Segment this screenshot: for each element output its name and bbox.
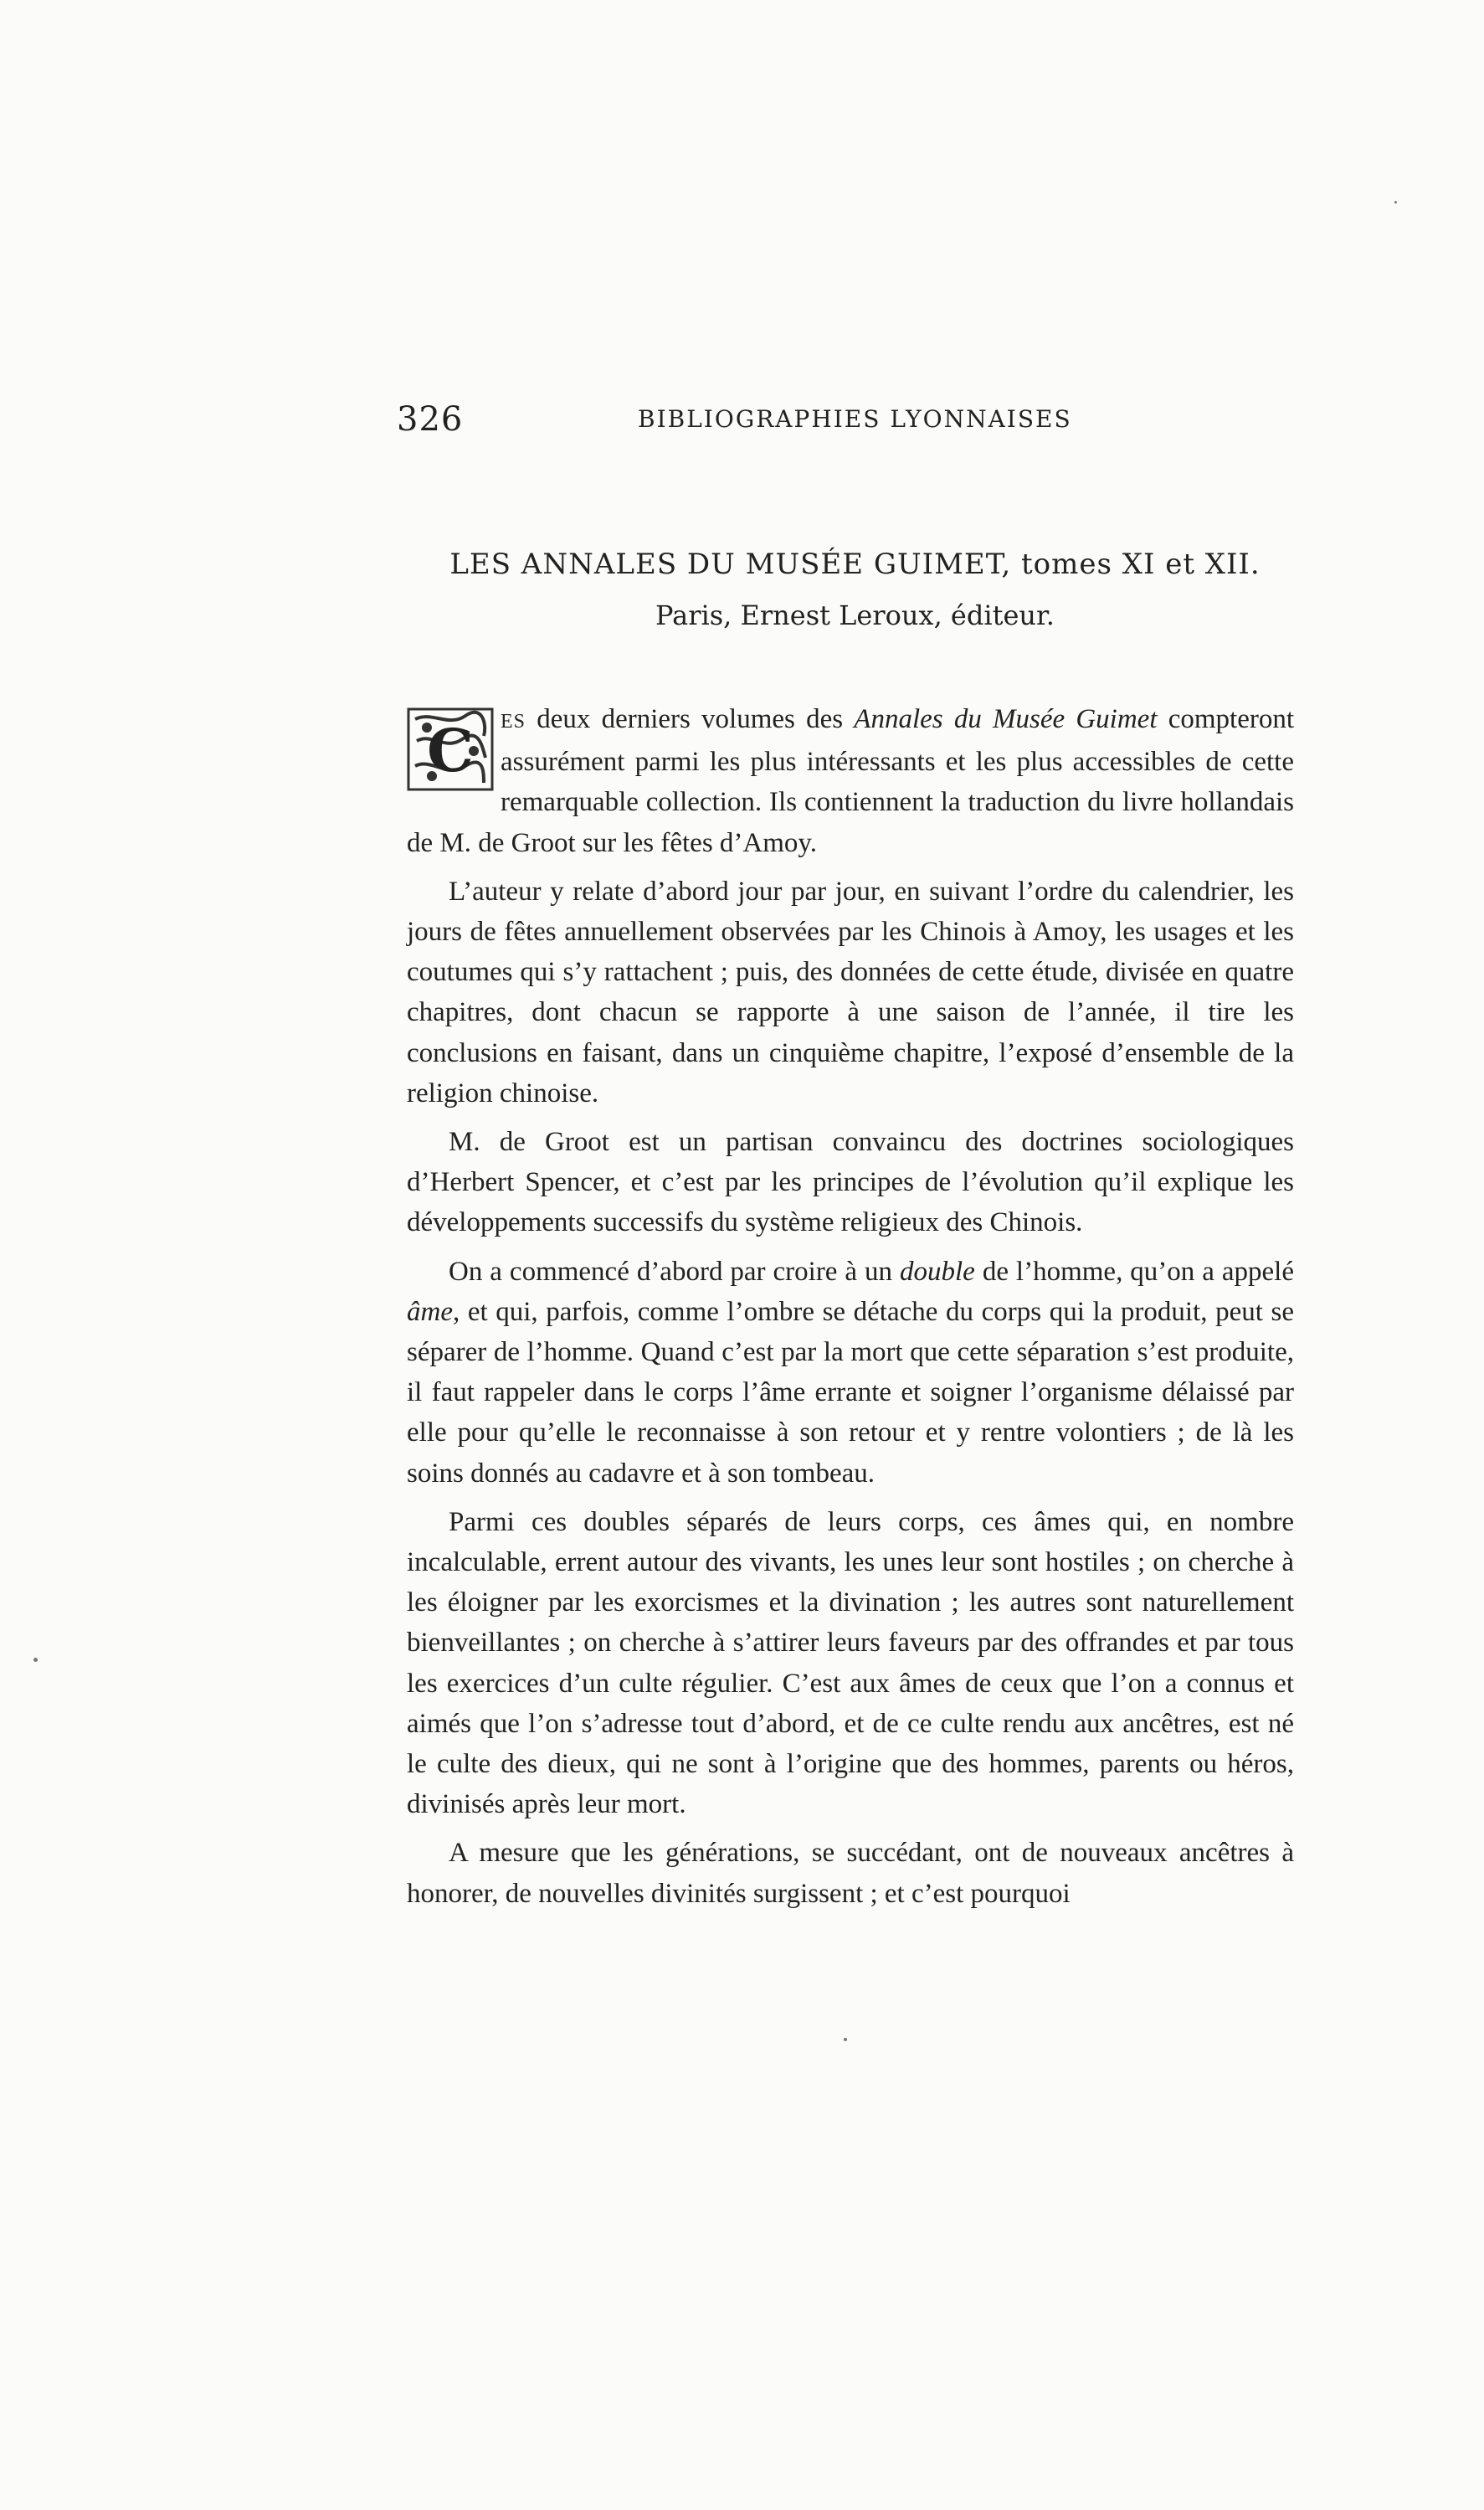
paragraph-6: A mesure que les générations, se succédant, ont de nouveaux ancêtres à honorer, de nouvelles divinités surgissent ; et c’est pourquoi: [407, 1838, 1294, 1909]
article-title: LES ANNALES DU MUSÉE GUIMET, tomes XI et XII.: [449, 548, 1261, 581]
ornamental-dropcap-icon: [407, 707, 494, 791]
paragraph-5: Parmi ces doubles séparés de leurs corps, ces âmes qui, en nombre incalculable, errent autour des vivants, les unes leur sont hostiles ; on cherche à les éloigner par les exorcismes et la divination ; les autres sont naturellement bienveillantes ; on cherche à s’attirer leurs faveurs par des offrandes et par tous les exercices d’un culte régulier. C’est aux âmes de ceux que l’on a connus et aimés que l’on s’adresse tout d’abord, et de ce culte rendu aux ancêtres, est né le culte des dieux, qui ne sont à l’origine que des hommes, parents ou héros, divinisés après leur mort.: [407, 1506, 1294, 1820]
paragraph-2: L’auteur y relate d’abord jour par jour, en suivant l’ordre du calendrier, les jours de fêtes annuellement observées par les Chinois à Amoy, les usages et les coutumes qui s’y rattachent ; puis, des données de cette étude, divisée en quatre chapitres, dont chacun se rapporte à une saison de l’année, il tire les conclusions en faisant, dans un cinquième chapitre, l’exposé d’ensemble de la religion chinoise.: [407, 876, 1294, 1108]
paragraph-1: C ES deux derniers volumes des Annales du Musée Guimet compteront assurément parmi les plus intéressants et les plus accessibles de cette remarquable collection. Ils contiennent la traduction du livre hollandais de M. de Groot sur les fêtes d’Amoy.: [407, 704, 1294, 858]
scan-speck: [33, 1658, 38, 1662]
paragraph-4: On a commencé d’abord par croire à un double de l’homme, qu’on a appelé âme, et qui, parfois, comme l’ombre se détache du corps qui la produit, peut se séparer de l’homme. Quand c’est par la mort que cette séparation s’est produite, il faut rappeler dans le corps l’âme errante et soigner l’organisme délaissé par elle pour qu’elle le reconnaisse à son retour et y rentre volontiers ; de là les soins donnés au cadavre et à son tombeau.: [407, 1256, 1294, 1489]
running-head: [397, 400, 1313, 450]
article-subtitle: Paris, Ernest Leroux, éditeur.: [655, 599, 1055, 631]
svg-text:C: C: [427, 716, 474, 785]
page-number: 326: [397, 400, 464, 439]
scan-speck: [1394, 201, 1397, 203]
article-body: [407, 699, 1294, 1922]
paragraph-3: M. de Groot est un partisan convaincu des doctrines sociologiques d’Herbert Spencer, et c’est par les principes de l’évolution qu’il explique les développements successifs du système religieux des Chinois.: [407, 1127, 1294, 1238]
running-title: BIBLIOGRAPHIES LYONNAISES: [638, 405, 1072, 433]
scan-speck: [844, 2038, 847, 2041]
